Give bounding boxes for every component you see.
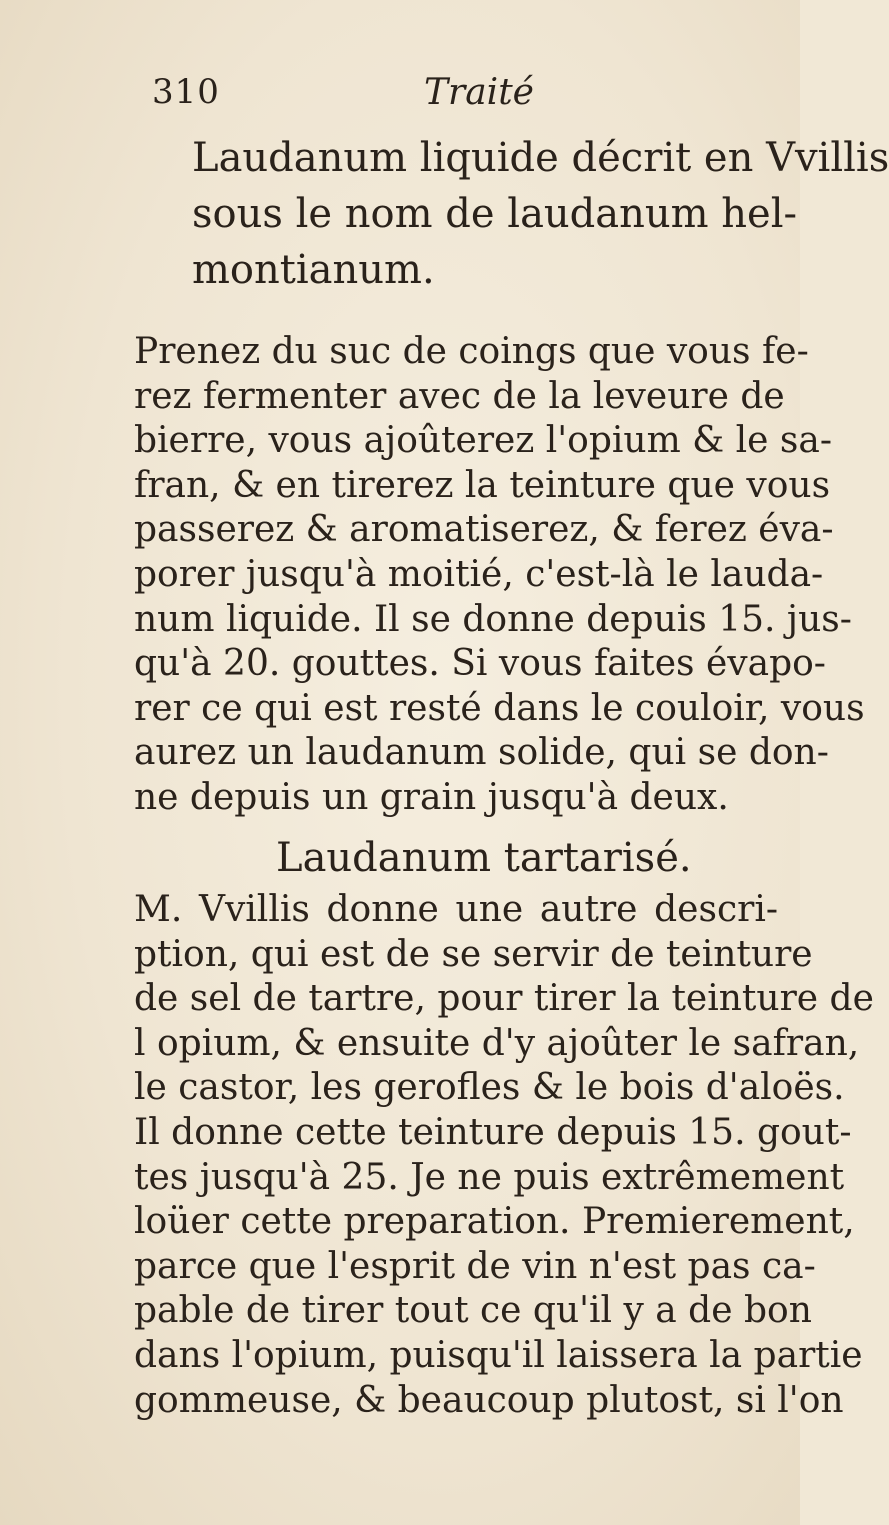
- running-title: Traité: [424, 72, 534, 113]
- text-line: rer ce qui est resté dans le couloir, vous: [134, 687, 865, 729]
- text-line: fran, & en tirerez la teinture que vous: [134, 464, 831, 506]
- text-line: Prenez du suc de coings que vous fe-: [134, 331, 809, 372]
- text-line: rez fermenter avec de la leveure de: [134, 375, 785, 417]
- text-line: porer jusqu'à moitié, c'est-là le lauda-: [134, 553, 824, 595]
- section-heading-laudanum-liquide: [192, 130, 889, 298]
- text-line: pable de tirer tout ce qu'il y a de bon: [134, 1290, 812, 1332]
- paragraph-laudanum-liquide: [134, 330, 865, 821]
- heading-line: montianum.: [192, 247, 435, 293]
- paragraph-laudanum-tartarise: [134, 888, 874, 1423]
- text-line: qu'à 20. gouttes. Si vous faites évapo-: [134, 643, 826, 685]
- text-line: l opium, & ensuite d'y ajoûter le safran,: [134, 1022, 860, 1064]
- text-line: de sel de tartre, pour tirer la teinture de: [134, 978, 874, 1020]
- text-line: loüer cette preparation. Premierement,: [134, 1201, 855, 1243]
- text-line: dans l'opium, puisqu'il laissera la partie: [134, 1334, 863, 1376]
- text-line: Il donne cette teinture depuis 15. gout-: [134, 1111, 852, 1153]
- page-header: [152, 72, 752, 122]
- text-line: gommeuse, & beaucoup plutost, si l'on: [134, 1379, 844, 1421]
- text-line: passerez & aromatiserez, & ferez éva-: [134, 509, 834, 551]
- text-line: ne depuis un grain jusqu'à deux.: [134, 776, 729, 818]
- text-line: num liquide. Il se donne depuis 15. jus-: [134, 598, 852, 640]
- heading-line: Laudanum liquide décrit en Vvillis: [192, 135, 889, 181]
- text-line: tes jusqu'à 25. Je ne puis extrêmement: [134, 1156, 845, 1198]
- section-heading-laudanum-tartarise: Laudanum tartarisé.: [276, 835, 692, 881]
- text-line: aurez un laudanum solide, qui se don-: [134, 732, 829, 774]
- text-line: M. Vvillis donne une autre descri-: [134, 889, 778, 930]
- text-line: le castor, les gerofles & le bois d'aloës.: [134, 1067, 845, 1109]
- page-number: 310: [152, 72, 220, 112]
- text-line: ption, qui est de se servir de teinture: [134, 933, 813, 975]
- text-line: parce que l'esprit de vin n'est pas ca-: [134, 1245, 816, 1287]
- heading-line: sous le nom de laudanum hel-: [192, 191, 798, 237]
- text-line: bierre, vous ajoûterez l'opium & le sa-: [134, 420, 833, 462]
